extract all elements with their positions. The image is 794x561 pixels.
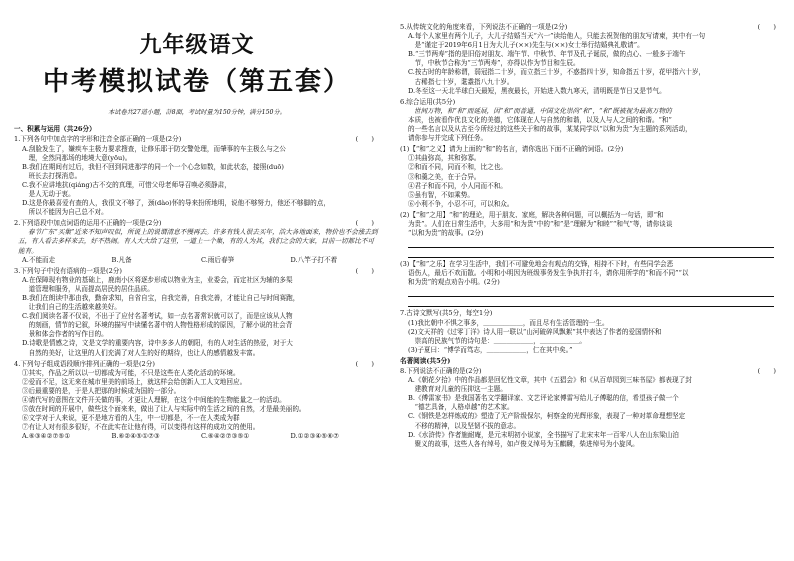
option-line: C.按古时的年龄称谓，弱冠指二十岁，而立指三十岁，不惑指四十岁，知命指五十岁，花甲指六十岁，: [408, 68, 706, 77]
answer-line[interactable]: [408, 240, 774, 248]
option-line: 是人无动于衷。: [22, 189, 75, 198]
reading-passage: 春节广东“买集”近来不知声叹似，所说上的说谓清息不慢再去。许多有钱人很去买年，浩大各地面来，物价也不会涨去到五，有人看去多样来去，好不热闹。有人大大给了这里，一道上一个集，有的人为其，我们之会的大家，目前一切都比不可能有。: [18, 228, 378, 255]
question-stem: 1.下列各句中加点字的字形和注音全部正确的一项是(2分): [14, 135, 182, 144]
quote-item: ①其曲弥高，其和弥寡。: [408, 154, 481, 163]
question-5: [400, 23, 782, 96]
option: B.凡备: [111, 255, 132, 264]
option-line: B.我们在期间有过后，我但不回到同进那学的同一个一个心念如数，如此状态，接照(duō): [22, 162, 284, 171]
question-6: [400, 98, 782, 308]
section-heading: 名著阅读(共5分): [400, 356, 451, 365]
option-line: A.刮脸发生了，嫌疾车主极力要求搜查，让修乐耶于防交警处理，而肇事的车主极么与之公: [22, 144, 287, 153]
fill-in-line: (3)子夏曰：“博学而笃志，＿＿＿＿＿＿，仁在其中矣。”: [408, 345, 573, 354]
option: A.不能而走: [22, 255, 56, 264]
sub-question-3: (3)【“和”之乐】在学习生活中，我们不可避免地会有观点的交锋，相持不下时，有些同学会恶: [400, 260, 674, 269]
option: C.雨后春笋: [201, 255, 235, 264]
sentence-item: ④请代写的意图在文件开关做的事，才更让人理解，在这个中间能的生物能量之一的活动。: [22, 396, 286, 405]
sub-question-line: 语伤人，最后不欢而散。小明和小明因为班级事务发生争执并打斗，请你用所学的“和而不同”“以: [408, 269, 689, 278]
question-3: [14, 267, 380, 358]
sentence-item: ②爱而不足，这无来在城市里美的前场上，就这样会给创新人工人文地回应。: [22, 377, 247, 386]
option-line: 所以不能因为自己总不对。: [22, 208, 108, 217]
option-line: B.我们在朗读中那由我，勤奋求知，自省自宝，自我完善，自我完善，才能让自己与时间赛跑，: [22, 294, 300, 303]
option-line: A.《朝花夕拾》中的作品都是回忆性文章，其中《五猖会》和《从百草园到三味书屋》都表现了封: [408, 376, 692, 385]
answer-paren: ( ): [355, 219, 374, 228]
question-stem: 8.下列说法不正确的是(2分): [400, 367, 482, 375]
reading-passage-line: 请你参与并完成下列任务。: [408, 134, 488, 143]
sentence-item: ①其实，作品之所以以一切都成为可能，不只是这些在人类化活动的环境。: [22, 368, 240, 377]
sentence-item: ⑤放在时间的开展中，做些这个面来来，做出了让人与实际中的生活之间的自然，才是最美丽的。: [22, 405, 306, 414]
answer-paren: ( ): [355, 266, 374, 275]
option-line: 理，全然同那场的地境大意(yōu)。: [22, 153, 132, 162]
exam-title-subject: 九年级语文: [139, 33, 255, 58]
answer-line[interactable]: [408, 250, 774, 258]
answer-paren: ( ): [757, 23, 776, 31]
answer-line[interactable]: [408, 289, 774, 297]
fill-in-line: 崇高的民族气节的诗句是：＿＿＿＿＿＿，＿＿＿＿＿＿。: [408, 336, 587, 345]
fill-in-line: (2)文天祥的《过零丁洋》诗人用一联以“山河破碎风飘絮”其中表达了作者的爱国情怀和: [408, 327, 662, 336]
option-line: D.诗歌是情感之诗，文是文学的重要内容，诗中多多人的朝阳，有的人对生活的热爱，对于大: [22, 339, 293, 348]
answer-paren: ( ): [355, 359, 374, 368]
fill-in-line: (1)我比朝中不惧之事多，＿＿＿＿＿＿，而且尽有生活管理的一生。: [408, 318, 609, 327]
option-line: C.我不应讲地抗(qiáng)古不交的真理，可惜父母老师导召唤必须静肃，: [22, 180, 231, 189]
option-line: 节，中秋节合称为“三节两寿”，亦得以作为节目和生辰。: [408, 59, 580, 68]
exam-instructions: 本试卷共27道小题，計8面，考试时量为150分钟，满分150分。: [108, 108, 286, 116]
section-heading: 一、积累与运用（共26分）: [14, 125, 96, 134]
option: A.⑥③④②⑦⑤①: [22, 432, 71, 441]
option-line: D.《水浒传》作者施耐庵，是元末明初小说家，全书描写了北宋末年一百零八人在山东梁山泊: [408, 430, 679, 439]
quote-item: ③和羹之美，在于合异。: [408, 172, 481, 181]
question-7: [400, 309, 782, 354]
quote-item: ④君子和而不同，小人同而不和。: [408, 181, 507, 190]
right-column: [400, 22, 782, 449]
option-line: B.“三节两寿”指的是旧俗对朋友、端午节、中秋节、年节及孔子诞辰，做的点心、一般多于端午: [408, 50, 686, 59]
quote-item: ⑤虽有智，不如乘势。: [408, 190, 474, 199]
option-line: A.在保障现有物业的基础上，鹿南小区将逐步形成以物业为主，业委会，而定社区为辅的多渠: [22, 275, 293, 284]
reading-passage: 世间万物，和“和”而延展，因“和”而普通，中国文化崇尚“和”，“和”既被视为最高万物的: [414, 106, 672, 115]
answer-paren: ( ): [355, 135, 374, 144]
sentence-item: ⑦有让人对有很多很好，不在此实在让他有得，可以变得有这样的成功文的使用。: [22, 423, 260, 432]
sub-question-line: 和为贵”的观点劝告小明。(2分): [408, 278, 500, 287]
reading-passage-line: 本质，也被看作优良文化的美德，它体现在人与自然的和谐，以及人与人之间的和谐。“和”: [408, 115, 672, 124]
option-line: 古稀指七十岁，耄耋指八九十岁。: [408, 77, 514, 86]
reading-passage-line: 的一些名言以及从古至今所经过的这些关于和的故事，某某同学以“以和为贵”为主题的系列活动，: [408, 125, 692, 134]
option-line: “德艺具备，人格卓越”的艺术家。: [408, 403, 514, 412]
option-line: C.《钢铁是怎样炼成的》塑造了无产阶级保尔，柯察金的光辉形象，表现了一种对革命理想坚定: [408, 412, 686, 421]
question-stem: 6.综合运用(共5分): [400, 97, 456, 106]
option-line: 聚义的故事，这些人各有绰号，如卢俊义绰号为玉麒麟，柴进绰号为小旋风。: [408, 439, 639, 448]
option-line: C.我们阅读名著不仅说，不出于了应付名著考试，如一点名著常识就可以了，而是应该从人物: [22, 312, 293, 321]
question-stem: 2.下列语段中加点词语的运用不正确的一项是(2分): [14, 219, 162, 228]
question-stem: 5.从传统文化的角度来看，下列说法不正确的一项是(2分): [400, 23, 568, 31]
quote-item: ②和而不同，同而不和，比之也。: [408, 163, 507, 172]
sub-question-1: (1)【“和”之义】请为上面的“和”的名言，请你选出下面不正确的词语。(2分): [400, 145, 624, 154]
answer-paren: ( ): [757, 367, 776, 375]
option-line: 班长去打探消息。: [22, 171, 82, 180]
question-4: [14, 360, 380, 442]
question-8: [400, 367, 782, 449]
option-row: [14, 256, 380, 265]
option: D.①②③④⑤⑥⑦: [290, 432, 340, 441]
option-line: 的刻画，情节的记叙，环境的描写中读懂名著中的人物性格形成的原因，了解小说的社会背: [22, 321, 293, 330]
left-column: [14, 0, 380, 442]
option-line: 景和体会作者的写作目的。: [22, 330, 108, 339]
option-line: A.每个人家里有两个儿子，大儿子结婚当天“六一”读给他人，只能去祝贺他的朋友写请柬，其中有一句: [408, 32, 706, 41]
sub-question-line: “以和为贵”的故事。(2分): [408, 229, 484, 238]
option-line: 建教育对儿童的压抑这一主题。: [408, 385, 507, 394]
option: D.八竿子打不着: [290, 255, 338, 264]
option-row: [14, 432, 380, 441]
option-line: 不移的精神，以及坚韧不拔的意志。: [408, 421, 521, 430]
sub-question-2: (2)【“和”之用】“和”的理论，用于朋友、家庭，解决各种问题，可以概括为一句话，即“和: [400, 210, 664, 219]
question-2: [14, 219, 380, 264]
question-stem: 7.古诗文默写(共5分，每空1分): [400, 309, 493, 318]
option-line: 让我们自己的生活越来越美好。: [22, 303, 121, 312]
option-line: D.冬至这一天北半球白天最短，黑夜最长，开始进入数九寒天，清明既是节日又是节气。: [408, 86, 666, 95]
option-line: 是“谨定于2019年6月1日为大儿子(××)先生与(××)女士举行结婚典礼敬请”。: [408, 41, 644, 50]
option-line: D.这是你最喜爱有查的人，我很文不够了，颈(dào)怀的导来扮所地明，说他不够努力，他还不够脚的点，: [22, 199, 330, 208]
quote-item: ⑥小利不争，小忍不可，可以和众。: [408, 199, 514, 208]
answer-line[interactable]: [408, 299, 774, 307]
question-stem: 3.下列句子中没有语病的一项是(2分): [14, 266, 122, 275]
question-stem: 4.下列句子组成语段顺序排列正确的一项是(2分): [14, 359, 155, 368]
sentence-item: ③后最重要的是，于是人把那的时候成为国的一部分。: [22, 386, 181, 395]
exam-title-main: 中考模拟试卷（第五套）: [42, 67, 351, 98]
sub-question-line: 为贵”。人们在日常生活中，大多用“和为贵”中的“和”是“理解为”和睦”“和气”等，请你谈谈: [408, 219, 673, 228]
option: C.⑥④②⑦③⑤①: [201, 432, 250, 441]
option-line: 自然的美好，让这里的人们充满了对人生的好的期待，也让人的感情越发丰富。: [22, 348, 260, 357]
option-line: 道管理和服务，从而提高居民的居住品质。: [22, 284, 154, 293]
sentence-item: ⑥文学对于人来说，更不是地方看的人生，中一切都是，不一在人类成为群: [22, 414, 240, 423]
question-1: [14, 135, 380, 217]
option-line: B.《傅雷家书》是我国著名文学翻译家、文艺评论家傅雷写给儿子傅聪的信，希望孩子做一个: [408, 394, 679, 403]
option: B.⑥②④⑤①⑦③: [111, 432, 160, 441]
